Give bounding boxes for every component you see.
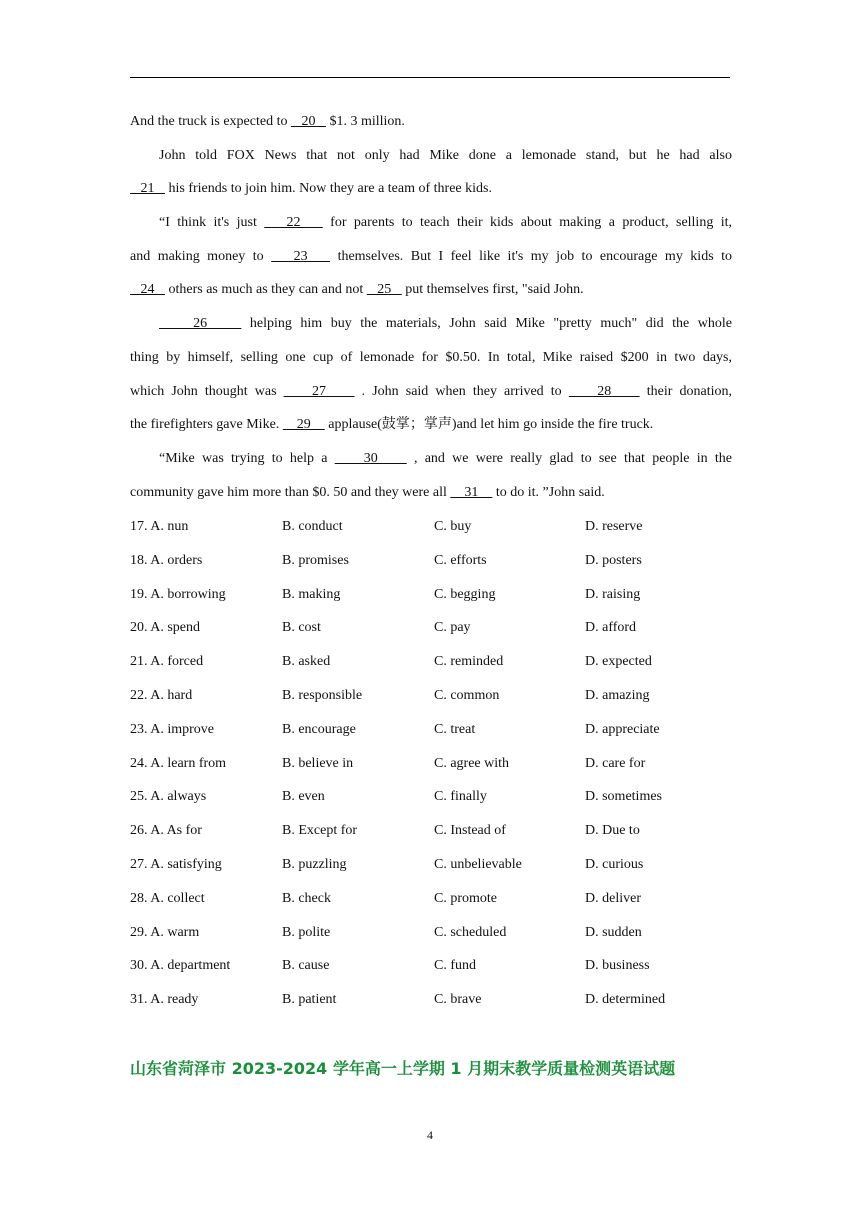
option-a: 26. A. As for bbox=[130, 823, 202, 839]
option-a: 23. A. improve bbox=[130, 721, 214, 737]
text-segment: $1. 3 million. bbox=[325, 114, 405, 129]
text-segment: And the truck is expected to bbox=[130, 114, 291, 129]
option-c: C. fund bbox=[434, 958, 476, 974]
option-a: 24. A. learn from bbox=[130, 755, 227, 771]
option-b: B. even bbox=[282, 789, 325, 805]
option-c: C. pay bbox=[434, 620, 471, 636]
option-c: C. efforts bbox=[434, 552, 487, 568]
option-b: B. check bbox=[282, 890, 331, 906]
text-segment: thing by himself, selling one cup of lemonade for $0.50. In total, Mike raised $200 in two days, bbox=[130, 349, 732, 365]
option-c: C. brave bbox=[434, 992, 482, 1008]
passage-line bbox=[130, 476, 732, 510]
option-c: C. finally bbox=[434, 789, 487, 805]
passage-line bbox=[130, 240, 732, 274]
option-a: 22. A. hard bbox=[130, 687, 193, 703]
option-row-19 bbox=[130, 578, 732, 612]
blank-21: 21 bbox=[130, 181, 165, 197]
blank-24: 24 bbox=[130, 282, 165, 298]
option-row-31 bbox=[130, 983, 732, 1017]
blank-28: 28 bbox=[568, 383, 640, 399]
blank-30: 30 bbox=[334, 450, 407, 466]
text-segment: . John said when they arrived to bbox=[354, 383, 569, 399]
option-c: C. treat bbox=[434, 721, 476, 737]
option-a: 18. A. orders bbox=[130, 552, 203, 568]
option-a: 28. A. collect bbox=[130, 890, 205, 906]
option-d: D. sudden bbox=[585, 924, 642, 940]
option-b: B. Except for bbox=[282, 823, 358, 839]
option-d: D. appreciate bbox=[585, 721, 660, 737]
option-d: D. sometimes bbox=[585, 789, 662, 805]
option-d: D. determined bbox=[585, 992, 666, 1008]
option-row-20 bbox=[130, 611, 732, 645]
option-c: C. buy bbox=[434, 519, 472, 534]
option-b: B. patient bbox=[282, 992, 337, 1008]
option-row-29 bbox=[130, 916, 732, 950]
option-row-24 bbox=[130, 747, 732, 781]
option-b: B. asked bbox=[282, 654, 331, 670]
text-segment: others as much as they can and not bbox=[165, 282, 367, 298]
option-d: D. raising bbox=[585, 586, 641, 602]
option-d: D. curious bbox=[585, 856, 644, 872]
blank-25: 25 bbox=[366, 282, 402, 298]
option-row-18 bbox=[130, 544, 732, 578]
option-b: B. responsible bbox=[282, 687, 363, 703]
blank-20: 20 bbox=[290, 114, 326, 129]
option-row-23 bbox=[130, 713, 732, 747]
text-segment: “I think it's just bbox=[159, 215, 265, 231]
text-segment: their donation, bbox=[639, 383, 732, 399]
answer-options bbox=[130, 510, 732, 1017]
option-row-27 bbox=[130, 848, 732, 882]
option-c: C. agree with bbox=[434, 755, 510, 771]
page-number: 4 bbox=[427, 1128, 433, 1142]
option-a: 30. A. department bbox=[130, 958, 231, 974]
option-a: 20. A. spend bbox=[130, 620, 200, 636]
text-segment: , and we were really glad to see that people in the bbox=[406, 450, 733, 466]
text-segment: themselves. But I feel like it's my job to encourage my kids to bbox=[330, 248, 733, 264]
passage-line bbox=[130, 172, 732, 206]
option-c: C. begging bbox=[434, 586, 496, 602]
option-b: B. promises bbox=[282, 552, 349, 568]
passage-line bbox=[130, 105, 732, 139]
blank-22: 22 bbox=[264, 215, 323, 231]
passage-line bbox=[130, 273, 732, 307]
option-a: 29. A. warm bbox=[130, 924, 200, 940]
option-a: 31. A. ready bbox=[130, 992, 199, 1008]
option-row-17 bbox=[130, 510, 732, 544]
option-d: D. posters bbox=[585, 552, 642, 568]
option-a: 19. A. borrowing bbox=[130, 586, 226, 602]
option-a: 21. A. forced bbox=[130, 654, 204, 670]
option-row-22 bbox=[130, 679, 732, 713]
text-segment: for parents to teach their kids about making a product, selling it, bbox=[322, 215, 733, 231]
option-row-30 bbox=[130, 949, 732, 983]
option-c: C. common bbox=[434, 687, 500, 703]
option-d: D. afford bbox=[585, 620, 637, 636]
blank-29: 29 bbox=[282, 417, 325, 433]
passage-line bbox=[130, 341, 732, 375]
option-b: B. cost bbox=[282, 620, 321, 636]
passage-line bbox=[130, 375, 732, 409]
option-b: B. cause bbox=[282, 958, 330, 974]
text-segment: John told FOX News that not only had Mike done a lemonade stand, but he had also bbox=[159, 147, 732, 163]
text-segment: his friends to join him. Now they are a team of three kids. bbox=[165, 181, 492, 197]
text-segment: helping him buy the materials, John said Mike "pretty much" did the whole bbox=[241, 316, 732, 332]
blank-23: 23 bbox=[271, 248, 331, 264]
option-row-26 bbox=[130, 814, 732, 848]
option-d: D. business bbox=[585, 958, 650, 974]
option-c: C. reminded bbox=[434, 654, 504, 670]
passage-line bbox=[130, 408, 732, 442]
option-a: 25. A. always bbox=[130, 789, 207, 805]
option-d: D. care for bbox=[585, 755, 646, 771]
passage-line bbox=[130, 139, 732, 173]
option-row-21 bbox=[130, 645, 732, 679]
blank-31: 31 bbox=[450, 484, 493, 500]
option-d: D. amazing bbox=[585, 687, 650, 703]
text-segment: which John thought was bbox=[130, 383, 284, 399]
blank-26: 26 bbox=[159, 316, 242, 332]
option-b: B. polite bbox=[282, 924, 331, 940]
option-c: C. scheduled bbox=[434, 924, 507, 940]
option-c: C. unbelievable bbox=[434, 856, 522, 872]
passage-line bbox=[130, 206, 732, 240]
passage-line bbox=[130, 307, 732, 341]
option-row-28 bbox=[130, 882, 732, 916]
option-a: 17. A. nun bbox=[130, 519, 189, 534]
text-segment: the firefighters gave Mike. bbox=[130, 417, 283, 433]
header-rule bbox=[130, 77, 730, 78]
text-segment: and making money to bbox=[130, 248, 272, 264]
option-row-25 bbox=[130, 780, 732, 814]
option-d: D. reserve bbox=[585, 519, 643, 534]
cloze-passage bbox=[130, 105, 732, 509]
blank-27: 27 bbox=[283, 383, 355, 399]
option-d: D. deliver bbox=[585, 890, 641, 906]
option-b: B. making bbox=[282, 586, 341, 602]
option-b: B. encourage bbox=[282, 721, 356, 737]
text-segment: “Mike was trying to help a bbox=[159, 450, 335, 466]
text-segment: to do it. ”John said. bbox=[492, 484, 605, 500]
option-a: 27. A. satisfying bbox=[130, 856, 222, 872]
next-section-title: 山东省菏泽市 2023-2024 学年高一上学期 1 月期末教学质量检测英语试题 bbox=[130, 1059, 676, 1078]
passage-line bbox=[130, 442, 732, 476]
option-b: B. puzzling bbox=[282, 856, 347, 872]
text-segment: put themselves first, "said John. bbox=[401, 282, 584, 298]
text-segment: community gave him more than $0. 50 and they were all bbox=[130, 484, 451, 500]
option-c: C. promote bbox=[434, 890, 497, 906]
option-c: C. Instead of bbox=[434, 823, 506, 839]
option-b: B. believe in bbox=[282, 755, 354, 771]
text-segment: applause(鼓掌；掌声)and let him go inside the fire truck. bbox=[324, 417, 654, 433]
option-d: D. expected bbox=[585, 654, 652, 670]
option-d: D. Due to bbox=[585, 823, 640, 839]
option-b: B. conduct bbox=[282, 519, 343, 534]
